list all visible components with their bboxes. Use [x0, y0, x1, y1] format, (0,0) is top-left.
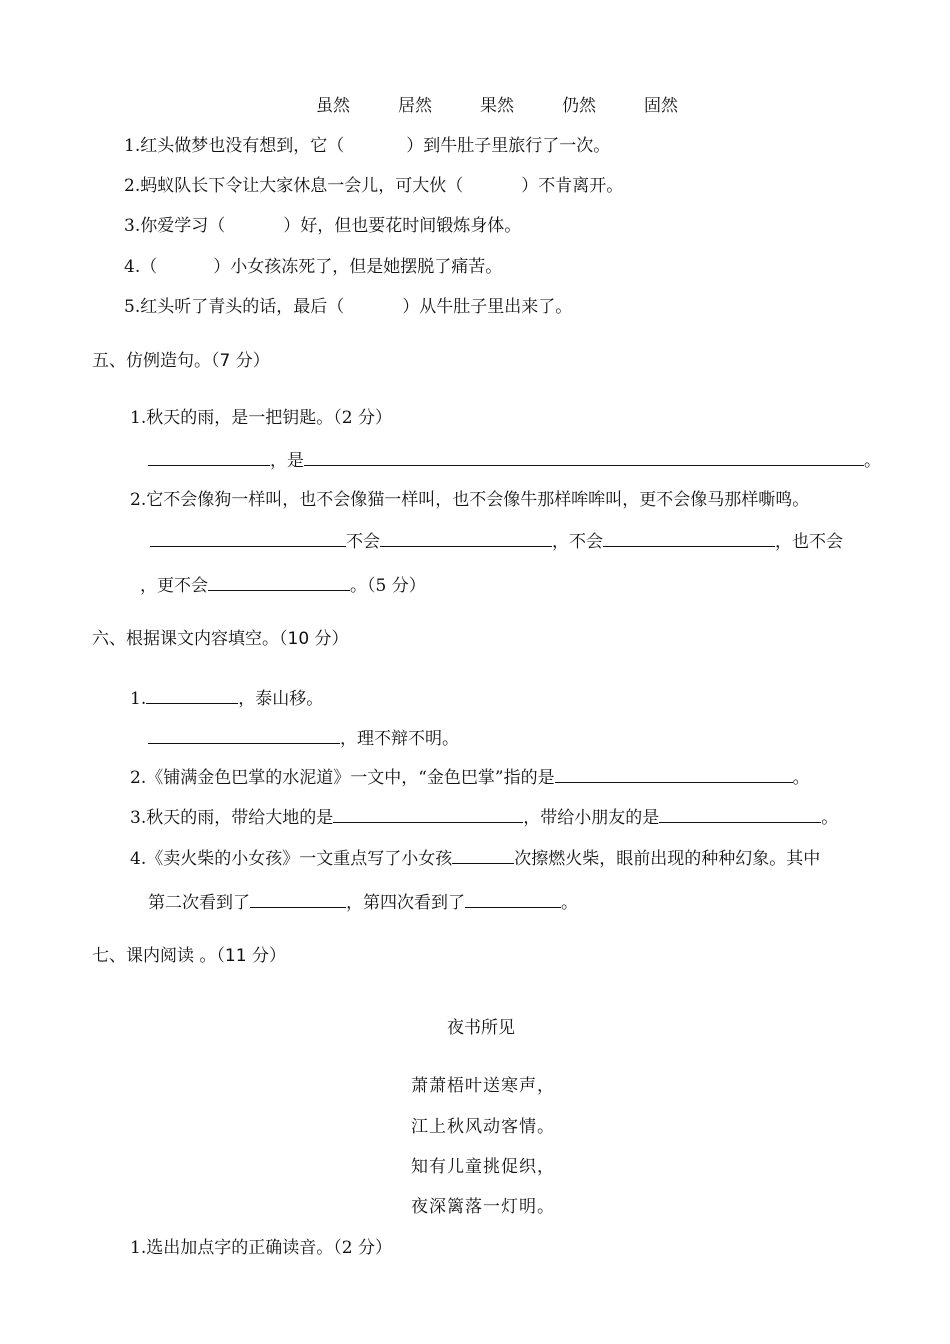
part4-item: 5.红头听了青头的话，最后（ ）从牛肚子里出来了。: [124, 297, 573, 317]
s5-q2: 2.它不会像狗一样叫，也不会像猫一样叫，也不会像牛那样哞哞叫，更不会像马那样嘶鸣。: [130, 490, 810, 510]
s6-q3: 3.秋天的雨，带给大地的是 ，带给小朋友的是 。: [130, 805, 838, 830]
blank[interactable]: [304, 448, 864, 466]
section-5-title: 五、仿例造句。（7 分）: [92, 351, 270, 371]
poem-line: 夜深篱落一灯明。: [411, 1197, 555, 1217]
word-bank-item: 固然: [644, 96, 678, 116]
poem-line: 江上秋风动客情。: [411, 1117, 555, 1137]
blank[interactable]: [148, 448, 270, 466]
s6-q4-line2: 第二次看到了 ，第四次看到了 。: [148, 890, 578, 915]
word-bank-item: 仍然: [562, 96, 596, 116]
part4-item: 3.你爱学习（ ）好，但也要花时间锻炼身体。: [124, 216, 522, 236]
blank[interactable]: [659, 805, 821, 823]
s6-q2: 2.《铺满金色巴掌的水泥道》一文中，“金色巴掌”指的是 。: [130, 765, 810, 790]
word-bank-item: 果然: [480, 96, 514, 116]
s5-q2-answer-line: 不会 ，不会 ，也不会: [150, 529, 843, 554]
blank[interactable]: [333, 805, 523, 823]
poem-line: 萧萧梧叶送寒声，: [411, 1076, 555, 1096]
blank[interactable]: [603, 529, 775, 547]
section-7-title: 七、课内阅读 。（11 分）: [92, 946, 286, 966]
word-bank-item: 居然: [398, 96, 432, 116]
poem-line: 知有儿童挑促织，: [411, 1157, 555, 1177]
blank[interactable]: [148, 726, 340, 744]
part4-item: 1.红头做梦也没有想到，它（ ）到牛肚子里旅行了一次。: [124, 136, 611, 156]
blank[interactable]: [452, 846, 514, 864]
s7-q1: 1.选出加点字的正确读音。（2 分）: [130, 1238, 392, 1258]
section-6-title: 六、根据课文内容填空。（10 分）: [92, 629, 349, 649]
s5-q1-answer-line: ，是 。: [148, 448, 881, 473]
blank[interactable]: [250, 890, 346, 908]
word-bank: [316, 94, 678, 118]
blank[interactable]: [555, 765, 793, 783]
word-bank-item: 虽然: [316, 96, 350, 116]
blank[interactable]: [150, 529, 346, 547]
s6-q4: 4.《卖火柴的小女孩》一文重点写了小女孩 次擦燃火柴，眼前出现的种种幻象。其中: [130, 846, 820, 871]
blank[interactable]: [380, 529, 552, 547]
part4-item: 4.（ ）小女孩冻死了，但是她摆脱了痛苦。: [124, 257, 503, 277]
blank[interactable]: [465, 890, 561, 908]
s6-q1-line2: ，理不辩不明。: [148, 726, 459, 751]
part4-item: 2.蚂蚁队长下令让大家休息一会儿，可大伙（ ）不肯离开。: [124, 176, 624, 196]
blank[interactable]: [146, 686, 238, 704]
blank[interactable]: [208, 573, 350, 591]
s5-q1: 1.秋天的雨，是一把钥匙。（2 分）: [130, 408, 392, 428]
s6-q1: 1. ，泰山移。: [130, 686, 323, 711]
poem-title: 夜书所见: [447, 1018, 515, 1038]
s5-q2-answer-line-2: ，更不会 。（5 分）: [140, 573, 426, 598]
